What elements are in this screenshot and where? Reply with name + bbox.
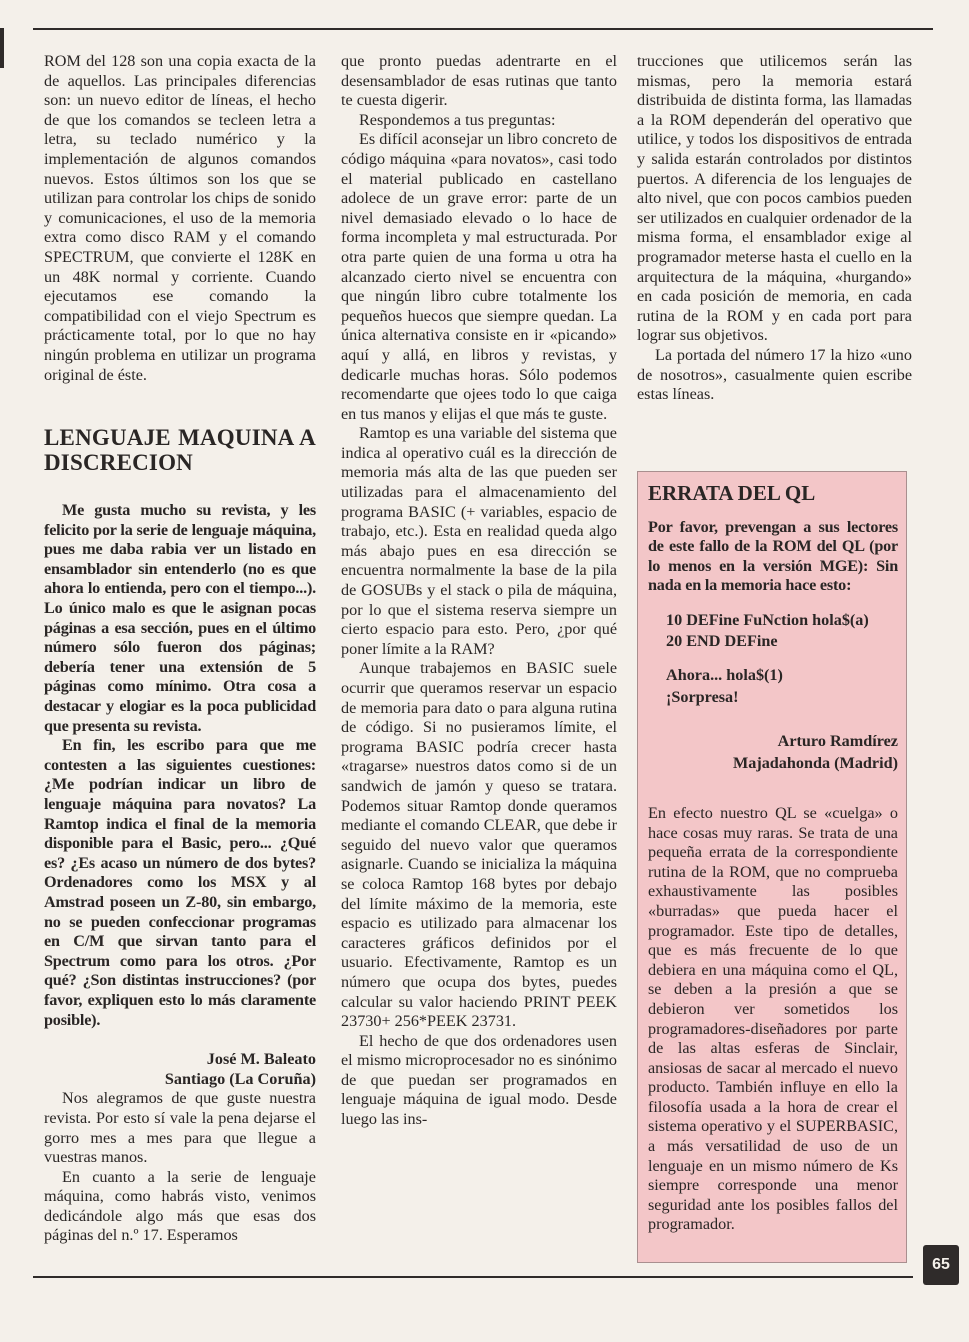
col2-paragraph-4: Ramtop es una variable del sistema que indica al operativo cuál es la dirección de memoria más alta de las que pueden ser utilizadas para el almacenamiento del programa BASIC (+ variables, espacio de trabajo, etc.). Esta en realidad queda algo más abajo pues en esa dirección se encuentra normalmente la base de la pila de GOSUBs y el stack o pila de máquina, por lo que el sistema reserva siempre un cierto espacio para esto. Pero, ¿por qué poner límite a la RAM?: [341, 424, 617, 658]
code-line-2: 20 END DEFine: [666, 631, 778, 650]
section-heading: LENGUAJE MAQUINA A DISCRECION: [44, 425, 316, 476]
errata-reply: En efecto nuestro QL se «cuelga» o hace cosas muy raras. Se trata de una pequeña errata de la correspondiente rutina de la ROM, que no comprueba exhaustivamente las posibles «burradas» que pueda hacer el programador. Este tipo de detalles, que es más frecuente de lo que debiera en una máquina como el QL, se deben a la presión a que se debieron ver sometidos los programadores-diseñadores por parte de las altas esferas de Sinclair, ansiosas de sacar al mercado el nuevo producto. También influye en ello la filosofía usada a la hora de crear el sistema operativo y el SUPERBASIC, a más versatilidad de uso de un lenguaje en un mismo número de Ks siempre corresponde una menor seguridad ante los posibles fallos del programador.: [648, 803, 898, 1234]
col2-paragraph-1: que pronto puedas adentrarte en el desensamblador de esas rutinas que tanto te cuesta digerir.: [341, 52, 617, 110]
result-line-2: ¡Sorpresa!: [666, 687, 739, 706]
errata-signature-name: Arturo Ramdírez: [777, 731, 898, 750]
col3-paragraph-2: La portada del número 17 la hizo «uno de nosotros», casualmente quien escribe estas líneas.: [637, 345, 912, 404]
top-rule: [33, 28, 933, 30]
signature-place: Santiago (La Coruña): [164, 1069, 316, 1088]
left-edge-mark: [0, 28, 4, 68]
column-2: [341, 52, 617, 1130]
column-3: [637, 52, 912, 405]
letter-paragraph-2: En fin, les escribo para que me contesten a las siguientes cuestiones: ¿Me podrían indicar un libro de lenguaje máquina para novatos? La Ramtop indica el final de la memoria disponible para el Basic, pero... ¿Qué es? ¿Es acaso un número de dos bytes? Ordenadores como los MSX y al Amstrad poseen un Z-80, sin embargo, no se pueden confeccionar programas en C/M que sirvan tanto para el Spectrum como para los otros. ¿Por qué? ¿Son distintas instrucciones? (por favor, expliquen esto lo más claramente posible).: [44, 736, 316, 1029]
col2-paragraph-5: Aunque trabajemos en BASIC suele ocurrir que queramos reservar un espacio de memoria para dato o para alguna rutina de código. Si no pusieramos límite, el programa BASIC podría crecer hasta «tragarse» nuestros datos como si de un sandwich de jamón y queso se tratara. Podemos situar Ramtop donde queramos mediante el comando CLEAR, que debe ir seguido del nuevo valor que queramos asignarle. Cuando se inicializa la máquina se coloca Ramtop 168 bytes por debajo del límite máximo de la memoria, este espacio es utilizado para almacenar los caracteres gráficos definidos por el usuario. Efectivamente, Ramtop es un número que ocupa dos bytes, puedes calcular su valor haciendo PRINT PEEK 23730+ 256*PEEK 23731.: [341, 659, 617, 1031]
errata-title: ERRATA DEL QL: [648, 481, 816, 505]
result-line-1: Ahora... hola$(1): [666, 665, 783, 684]
errata-signature-place: Majadahonda (Madrid): [732, 753, 898, 772]
bottom-rule: [33, 1276, 913, 1278]
letter-paragraph-1: Me gusta mucho su revista, y les felicito por la serie de lenguaje máquina, pues me daba rabia ver un listado en ensamblador sin entenderlo (no es que ahora lo entienda, pero con el tiempo...). Lo único malo es que le asignan pocas páginas a esa sección, pues en el último número sólo fueron dos páginas; debería tener una extensión de 5 páginas como mínimo. Otra cosa a destacar y elogiar es la poca publicidad que presenta su revista.: [44, 501, 316, 735]
errata-code: [666, 610, 898, 652]
letter-signature: [44, 1050, 316, 1089]
col3-paragraph-1: trucciones que utilicemos serán las mismas, pero la memoria estará distribuida de distinta forma, las llamadas a la ROM dependerán del operativo que utilice, y todos los dispositivos de entrada y salida estarán controlados por distintos puertos. A diferencia de los lenguajes de alto nivel, que con pocos cambios pueden ser utilizados en cualquier ordenador de la misma forma, el ensamblador exige al programador meterse hasta el cuello en la arquitectura de la máquina, «hurgando» en cada posición de memoria, en cada rutina de la ROM y en cada port para lograr sus objetivos.: [637, 52, 912, 345]
signature-name: José M. Baleato: [206, 1050, 316, 1069]
intro-paragraph: ROM del 128 son una copia exacta de la de aquellos. Las principales diferencias son: un nuevo editor de líneas, el hecho de que los comandos se tecleen letra a letra, su teclado numérico y la implementación de algunos comandos nuevos. Estos últimos son los que se utilizan para controlar los chips de sonido y comunicaciones, el uso de la memoria extra como disco RAM y el comando SPECTRUM, que convierte el 128K en un 48K normal y corriente. Cuando ejecutamos ese comando la compatibilidad con el viejo Spectrum es prácticamente total, por lo que no hay ningún problema en utilizar un programa original de éste.: [44, 52, 316, 384]
reply-paragraph-1: Nos alegramos de que guste nuestra revista. Por esto sí vale la pena dejarse el gorro mes a mes para que llegue a vuestras manos.: [44, 1089, 316, 1167]
errata-result: [666, 664, 898, 708]
col2-paragraph-3: Es difícil aconsejar un libro concreto de código máquina «para novatos», casi todo el material publicado en castellano adolece de un grave error: parte de un nivel demasiado elevado o lo hace de forma incompleta y mal estructurada. Por otra parte quien de una forma u otra ha alcanzado cierto nivel se encuentra con que ningún libro cubre totalmente los pequeños huecos que siempre quedan. La única alternativa consiste en ir «picando» aquí y allá, en libros y revistas, y dedicarle muchas horas. Sólo podemos recomendarte que ojees todo lo que caiga en tus manos y elijas el que más te guste.: [341, 130, 618, 423]
col2-paragraph-2: Respondemos a tus preguntas:: [359, 110, 556, 129]
reply-paragraph-2: En cuanto a la serie de lenguaje máquina, como habrás visto, venimos dedicándole algo más que esas dos páginas del n.º 17. Esperamos: [44, 1167, 316, 1245]
column-1: [44, 52, 316, 1246]
code-line-1: 10 DEFine FuNction hola$(a): [666, 610, 869, 629]
col2-paragraph-6: El hecho de que dos ordenadores usen el mismo microprocesador no es sinónimo de que puedan ser programados en lenguaje máquina de igual modo. Desde luego las ins-: [341, 1031, 617, 1129]
errata-text: Por favor, prevengan a sus lectores de este fallo de la ROM del QL (por lo menos en la versión MGE): Sin nada en la memoria hace esto:: [648, 517, 898, 595]
errata-signature: [648, 730, 898, 774]
page-number: 65: [923, 1245, 959, 1285]
errata-box: [637, 471, 907, 1263]
